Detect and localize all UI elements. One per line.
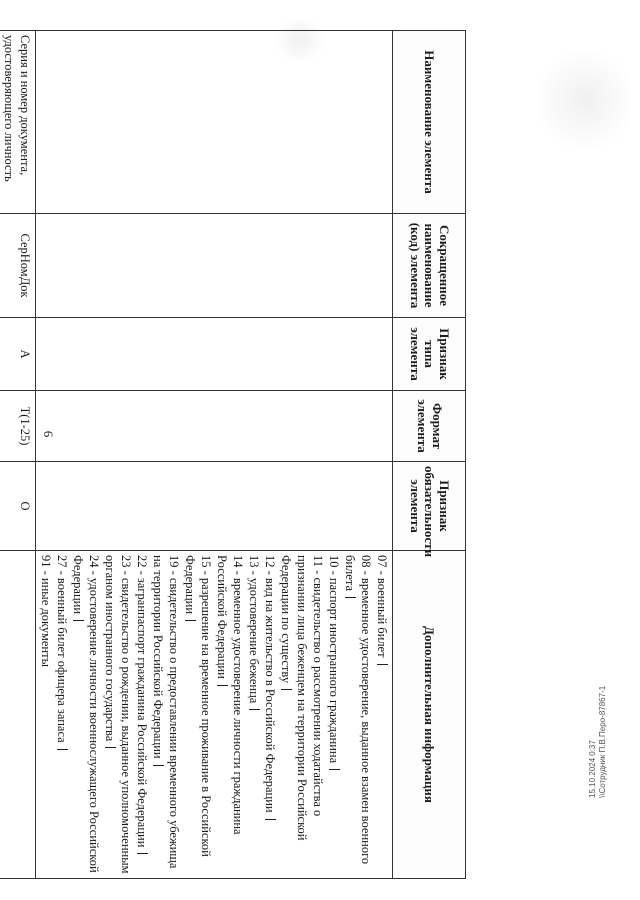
- element-format-cell: Т(1-25): [0, 391, 36, 462]
- header-element-type: Признак типа элемента: [393, 318, 466, 391]
- element-code-cell: СерНомДок: [0, 214, 36, 318]
- doc-type-codes-cell: [36, 551, 393, 879]
- element-type-cell: А: [0, 318, 36, 391]
- stamp-user: \\Сотрудник П.В.Перо-87867-1: [597, 685, 607, 798]
- list-item: 10 - паспорт иностранного гражданина: [326, 555, 342, 874]
- list-item: 14 - временное удостоверение личности гражданина Российской Федерации: [215, 555, 245, 835]
- header-element-code: Сокращенное наименование (код) элемента: [393, 214, 466, 318]
- elements-table: [0, 30, 466, 879]
- element-name-cell: Серия и номер документа, удостоверяющего личность: [0, 31, 36, 214]
- table-row: [0, 31, 36, 879]
- list-item: 11 - свидетельство о рассмотрении ходатайства о признании лица беженцем на территории Российской Федерации по существу: [279, 555, 325, 841]
- header-row: [393, 31, 466, 879]
- table-cell-empty: [36, 391, 393, 462]
- table-cell-empty: [36, 31, 393, 214]
- list-item: 91 - иные документы: [39, 555, 53, 667]
- list-item: 13 - удостоверение беженца: [246, 555, 262, 874]
- header-element-required: Признак обязательности элемента: [393, 462, 466, 551]
- header-additional-info: Дополнительная информация: [393, 551, 466, 879]
- element-required-cell: О: [0, 462, 36, 551]
- header-element-format: Формат элемента: [393, 391, 466, 462]
- stamp-date: 15.10.2024 0:37: [588, 740, 597, 798]
- table-row: [36, 31, 393, 879]
- list-item: 27 - военный билет офицера запаса: [54, 555, 70, 874]
- header-element-name: Наименование элемента: [393, 31, 466, 214]
- scan-artifact: [540, 40, 630, 160]
- doc-type-codes-list: [38, 555, 390, 874]
- print-stamp: [588, 686, 607, 798]
- list-item: 23 - свидетельство о рождении, выданное уполномоченным органом иностранного государства: [103, 555, 133, 874]
- table-cell-empty: [36, 318, 393, 391]
- list-item: 08 - временное удостоверение, выданное взамен военного билета: [343, 555, 373, 865]
- element-info-cell: [0, 551, 36, 879]
- list-item: 19 - свидетельство о предоставлении временного убежища на территории Российской Федерации: [151, 555, 181, 869]
- list-item: 15 - разрешение на временное проживание в Российской Федерации: [183, 555, 213, 857]
- list-item: 22 - загранпаспорт гражданина Российской Федерации: [134, 555, 150, 874]
- page-number: 6: [41, 430, 56, 438]
- list-item: 07 - военный билет: [374, 555, 390, 874]
- table-cell-empty: [36, 214, 393, 318]
- table-cell-empty: [36, 462, 393, 551]
- list-item: 24 - удостоверение личности военнослужащего Российской Федерации: [71, 555, 101, 873]
- list-item: 12 - вид на жительство в Российской Федерации: [262, 555, 278, 874]
